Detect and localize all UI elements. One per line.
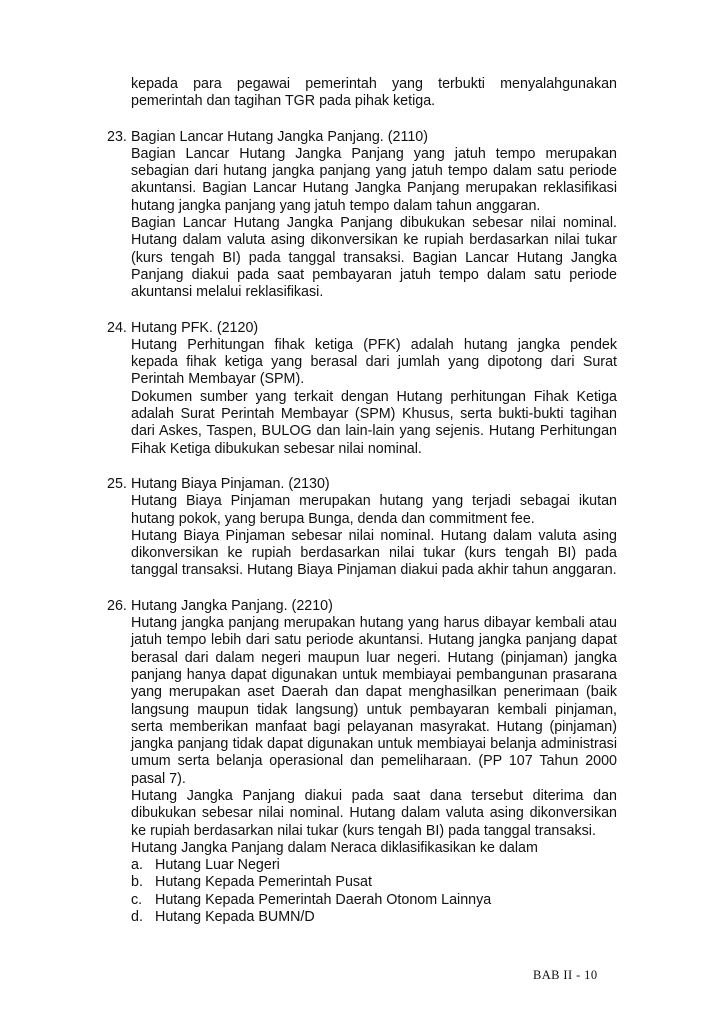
section-heading bbox=[107, 319, 617, 337]
section-paragraph: Hutang Jangka Panjang diakui pada saat dana tersebut diterima dan dibukukan sebesar nilai nominal. Hutang dalam valuta asing dikonversikan ke rupiah berdasarkan nilai tukar (kurs tengah BI) pada tanggal transaksi. bbox=[131, 787, 617, 839]
list-item-text: Hutang Kepada Pemerintah Daerah Otonom Lainnya bbox=[155, 891, 492, 908]
list-item bbox=[131, 874, 617, 891]
list-item-letter: a. bbox=[131, 857, 143, 874]
section-paragraph: Bagian Lancar Hutang Jangka Panjang yang jatuh tempo merupakan sebagian dari hutang jangka panjang yang jatuh tempo dalam satu periode akuntansi. Bagian Lancar Hutang Jangka Panjang merupakan reklasifikasi hutang jangka panjang yang jatuh tempo dalam tahun anggaran. bbox=[131, 145, 617, 214]
section-paragraph: Hutang Biaya Pinjaman merupakan hutang yang terjadi sebagai ikutan hutang pokok, yang berupa Bunga, denda dan commitment fee. bbox=[131, 493, 617, 527]
section-paragraph: Bagian Lancar Hutang Jangka Panjang dibukukan sebesar nilai nominal. Hutang dalam valuta asing dikonversikan ke rupiah berdasarkan nilai tukar (kurs tengah BI) pada tanggal transaksi. Bagian Lancar Hutang Jangka Panjang diakui pada saat pembayaran jatuh tempo dalam satu periode akuntansi melalui reklasifikasi. bbox=[131, 215, 617, 301]
list-item-text: Hutang Kepada BUMN/D bbox=[155, 909, 315, 926]
list-item bbox=[131, 909, 617, 926]
section-23 bbox=[107, 128, 617, 302]
list-item-letter: c. bbox=[131, 891, 143, 908]
section-title: Bagian Lancar Hutang Jangka Panjang. (2110) bbox=[131, 128, 429, 145]
page-content bbox=[107, 76, 617, 926]
section-number: 24. bbox=[107, 319, 127, 336]
section-25 bbox=[107, 475, 617, 580]
section-heading bbox=[107, 597, 617, 615]
section-paragraph: Hutang jangka panjang merupakan hutang yang harus dibayar kembali atau jatuh tempo lebih dari satu periode akuntansi. Hutang jangka panjang dapat berasal dari dalam negeri maupun luar negeri. Hutang (pinjaman) jangka panjang hanya dapat digunakan untuk membiayai pembangunan prasarana yang merupakan aset Daerah dan dapat menghasilkan penerimaan (baik langsung maupun tidak langsung) untuk pembayaran kembali pinjaman, serta memberikan manfaat bagi pelayanan masyrakat. Hutang (pinjaman) jangka panjang tidak dapat digunakan untuk membiayai belanja administrasi umum serta belanja operasional dan pemeliharaan. (PP 107 Tahun 2000 pasal 7). bbox=[131, 615, 617, 787]
section-title: Hutang Biaya Pinjaman. (2130) bbox=[131, 475, 330, 492]
section-title: Hutang PFK. (2120) bbox=[131, 319, 259, 336]
section-number: 25. bbox=[107, 475, 127, 492]
section-number: 23. bbox=[107, 128, 127, 145]
section-paragraph: Dokumen sumber yang terkait dengan Hutang perhitungan Fihak Ketiga adalah Surat Perintah Membayar (SPM) Khusus, serta bukti-bukti tagihan dari Askes, Taspen, BULOG dan lain-lain yang sejenis. Hutang Perhitungan Fihak Ketiga dibukukan sebesar nilai nominal. bbox=[131, 388, 617, 457]
section-paragraph: Hutang Perhitungan fihak ketiga (PFK) adalah hutang jangka pendek kepada fihak ketiga yang berasal dari jumlah yang dipotong dari Surat Perintah Membayar (SPM). bbox=[131, 336, 617, 388]
intro-paragraph: kepada para pegawai pemerintah yang terbukti menyalahgunakan pemerintah dan tagihan TGR pada pihak ketiga. bbox=[131, 76, 617, 110]
section-heading bbox=[107, 475, 617, 493]
section-paragraph: Hutang Biaya Pinjaman sebesar nilai nominal. Hutang dalam valuta asing dikonversikan ke rupiah berdasarkan nilai tukar (kurs tengah BI) pada tanggal transaksi. Hutang Biaya Pinjaman diakui pada akhir tahun anggaran. bbox=[131, 527, 617, 579]
list-item-letter: b. bbox=[131, 874, 143, 891]
list-item bbox=[131, 857, 617, 874]
section-title: Hutang Jangka Panjang. (2210) bbox=[131, 597, 333, 614]
section-number: 26. bbox=[107, 597, 127, 614]
list-item-letter: d. bbox=[131, 909, 143, 926]
list-item-text: Hutang Luar Negeri bbox=[155, 857, 280, 874]
section-heading bbox=[107, 128, 617, 146]
page-footer: BAB II - 10 bbox=[533, 968, 598, 982]
section-26 bbox=[107, 597, 617, 927]
list-item bbox=[131, 892, 617, 909]
section-24 bbox=[107, 319, 617, 458]
list-item-text: Hutang Kepada Pemerintah Pusat bbox=[155, 874, 372, 891]
section-paragraph: Hutang Jangka Panjang dalam Neraca diklasifikasikan ke dalam bbox=[131, 839, 538, 856]
classification-list bbox=[131, 857, 617, 926]
